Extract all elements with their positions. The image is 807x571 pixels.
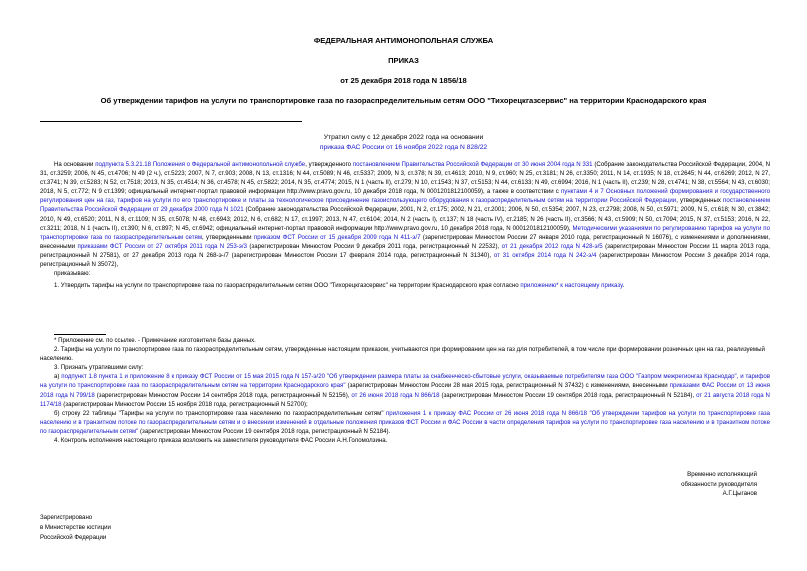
link-methodical-guidelines[interactable]: Методическими указаниями по регулированию тарифов на услуги по транспортировке газа по газораспределительным сетям <box>40 224 770 241</box>
order-word: приказываю: <box>54 270 91 278</box>
registration-line-3: Российской Федерации <box>40 534 107 541</box>
signature-line-1: Временно исполняющий <box>687 471 757 478</box>
status-note: Утратил силу с 12 декабря 2022 года на основании <box>323 134 484 141</box>
registration-block <box>40 513 111 543</box>
item-1 <box>40 281 770 290</box>
text: (Собрание законодательства Российской Федерации, 2001, N 2, ст.175; 2002, N 21, ст.2001; 2006, N 50, ст.5354; 2007, N 23, ст.2798; 2008, N 50, ст.5971; 2009, N 5, ст.618; N 30, ст.3842; 2010, N 49, ст.6520; 2011, N 8, ст.1109; N 35, ст.5078; N 48, ст.6943; 2012, N 6, ст.682; N 17, ст.1997; 2013, N 47, ст.6104; 2014, N 2 (часть I), ст.137; N 18 (часть IV), ст.2185; N 26 (часть II), ст.3566; N 43, ст.5909; N 50, ст.7094; 2015, N 37, ст.5153; 2016, N 22, ст.3211; 2018, N 1 (часть II), ст.390; N 6, ст.897; N 45, ст.6942; официальный интернет-портал правовой информации http://www.pravo.gov.ru, 10 декабря 2018 года, N 0001201812100059), <box>40 206 770 232</box>
link-decree-1021[interactable]: постановлением Правительства Российской Федерации от 29 декабря 2000 года N 1021 <box>40 197 771 214</box>
link-basic-provisions[interactable]: пунктами 4 и 7 Основных положений формирования и государственного регулирования цен на газ, тарифов на услуги по его транспортировке и платы за технологическое присоединение газоиспользующего оборудования к газораспределительным сетям на территории Российской Федерации <box>40 188 770 205</box>
item-3a <box>40 372 770 408</box>
text: (зарегистрирован Минюстом России 19 сентября 2018 года, регистрационный N 52184). <box>138 427 391 435</box>
link-order-253[interactable]: приказами ФСТ России от 27 октября 2011 года N 253-э/3 <box>77 242 247 250</box>
registration-line-2: в Министерстве юстиции <box>40 524 111 531</box>
footnote: * Приложение см. по ссылке. - Примечание изготовителя базы данных. <box>54 337 256 344</box>
text: , утвержденными <box>202 233 254 241</box>
text: (зарегистрирован Минюстом России 27 января 2010 года, регистрационный N 16076), с изменениями и дополнениями, внесенными <box>40 233 770 250</box>
link-order-157[interactable]: подпункт 1.8 пункта 1 и приложение 8 к приказу ФСТ России от 15 мая 2015 года N 157-э/20 "Об утверждении размера платы за снабженческо-сбытовые услуги, оказываемые потребителям газа ООО "Газпром межрегионгаз Краснодар", и тарифов на услуги по транспортировке газа по газораспределительным сетям на территории Краснодарского края" <box>40 373 770 390</box>
text: (зарегистрирован Минюстом России 19 сентября 2018 года, регистрационный N 52184), <box>439 391 697 399</box>
text: (зарегистрирован Минюстом России 3 декабря 2014 года, регистрационный N 35072), <box>40 251 770 269</box>
signature-line-2: обязанности руководителя <box>681 480 757 488</box>
text: (зарегистрирован Минюстом России 14 сентября 2018 года, регистрационный N 52156), <box>94 391 352 399</box>
text: б) строку 22 таблицы "Тарифы на услуги по транспортировке газа населению по газораспределительным сетям" <box>54 409 386 417</box>
link-order-866[interactable]: от 26 июня 2018 года N 866/18 <box>351 391 440 399</box>
link-order-428[interactable]: от 21 декабря 2012 года N 428-э/5 <box>501 242 603 250</box>
link-order-1174[interactable]: от 21 августа 2018 года N 1174/18 <box>40 391 770 408</box>
agency-name: ФЕДЕРАЛЬНАЯ АНТИМОНОПОЛЬНАЯ СЛУЖБА <box>313 36 494 45</box>
item-3b <box>40 409 770 436</box>
text: 1. Утвердить тарифы на услуги по транспортировке газа по газораспределительным сетям ООО "Тихорецкгазсервис" на территории Краснодарского края согласно <box>54 282 521 290</box>
text: , утвержденных <box>676 197 724 205</box>
status-link[interactable]: приказа ФАС России от 16 ноября 2022 года N 828/22 <box>319 144 488 151</box>
doc-type: ПРИКАЗ <box>388 56 419 65</box>
signature-name: А.Г.Цыганов <box>722 490 757 498</box>
text: а) <box>54 373 62 381</box>
text: (Собрание законодательства Российской Федерации, 2004, N 31, ст.3259; 2006, N 45, ст.4706; N 49 (2 ч.), ст.5223; 2007, N 7, ст.903; 2008, N 13, ст.1316; N 44, ст.5089; N 46, ст.5337; 2009, N 3, ст.378; N 39, ст.4613; 2010, N 9, ст.960; N 25, ст.3181; N 26, ст.3350; 2011, N 14, ст.1935; N 18, ст.2645; N 44, ст.6269; 2012, N 27, ст.3741; N 39, ст.5283; N 52, ст.7518; 2013, N 35, ст.4514; N 36, ст.4578; N 45, ст.5822; 2014, N 35, ст.4774; 2015, N 1 (часть II), ст.279; N 10, ст.1543; N 37, ст.5153; N 44, ст.6133; N 49, ст.6994; 2016, N 1 (часть II), ст.239; N 28, ст.4741; N 38, ст.5564; N 43, ст.6030; 2018, N 5, ст.772; N 9 ст.1399; официальный интернет-портал правовой информации http://www.pravo.gov.ru, 10 декабря 2018 года, N 0001201812100059), а также в соответствии с <box>40 161 771 196</box>
doc-date-number: от 25 декабря 2018 года N 1856/18 <box>340 76 467 85</box>
link-appendix[interactable]: приложению* к настоящему приказу <box>520 282 623 290</box>
link-order-799[interactable]: приказами ФАС России от 13 июня 2018 года N 799/18 <box>40 382 770 399</box>
item-4: 4. Контроль исполнения настоящего приказа возложить на заместителя руководителя ФАС России А.Н.Голомолзина. <box>54 437 388 445</box>
text: (зарегистрирован Минюстом России 11 марта 2013 года, регистрационный N 27581), от 27 декабря 2013 года N 268-э-/7 (зарегистрирован Минюстом России 17 февраля 2014 года, регистрационный N 31340), <box>40 242 771 259</box>
preamble <box>40 160 770 290</box>
item-3: 3. Признать утратившими силу: <box>54 364 144 372</box>
footnote-divider <box>54 334 106 335</box>
text: , утвержденного <box>305 161 353 168</box>
signature-block <box>557 470 757 499</box>
link-order-411[interactable]: приказом ФСТ России от 15 декабря 2009 года N 411-э/7 <box>253 233 421 241</box>
text: (зарегистрирован Минюстом России 28 мая 2015 года, регистрационный N 37432) с изменениями, внесенными <box>345 382 670 390</box>
footnote-block <box>40 336 770 445</box>
item-2: 2. Тарифы на услуги по транспортировке газа по газораспределительным сетям, утвержденные настоящим приказом, учитываются при формировании цен на газ для потребителей, в том числе при формировании розничных цен на газ, реализуемый населению. <box>40 346 765 363</box>
text: На основании <box>54 161 96 168</box>
text: (зарегистрирован Минюстом России 9 декабря 2011 года, регистрационный N 22532), <box>246 242 502 250</box>
link-decree-331[interactable]: постановлением Правительства Российской Федерации от 30 июня 2004 года N 331 <box>352 161 593 168</box>
link-regulation-fas[interactable]: подпункта 5.3.21.18 Положения о Федеральной антимонопольной службе <box>95 161 306 168</box>
doc-title: Об утверждении тарифов на услуги по транспортировке газа по газораспределительным сетям ООО "Тихорецкгазсервис" на территории Краснодарского края <box>100 96 707 105</box>
link-appendix-1-order-866[interactable]: приложения 1 к приказу ФАС России от 26 июня 2018 года N 866/18 "Об утверждении тарифов на услуги по транспортировке газа населению и в транзитном потоке по газораспределительным сетям и о внесении изменений в отдельные положения приказов ФСТ России и ФАС России в части определения тарифов на услуги по транспортировке газа населению и в транзитном потоке по газораспределительным сетям" <box>40 409 771 435</box>
link-order-242[interactable]: от 31 октября 2014 года N 242-э/4 <box>493 251 597 259</box>
title-divider <box>40 121 302 122</box>
registration-line-1: Зарегистрировано <box>40 514 93 521</box>
text: (зарегистрирован Минюстом России 15 ноября 2018 года, регистрационный N 52700); <box>61 400 308 408</box>
text: . <box>622 282 625 290</box>
